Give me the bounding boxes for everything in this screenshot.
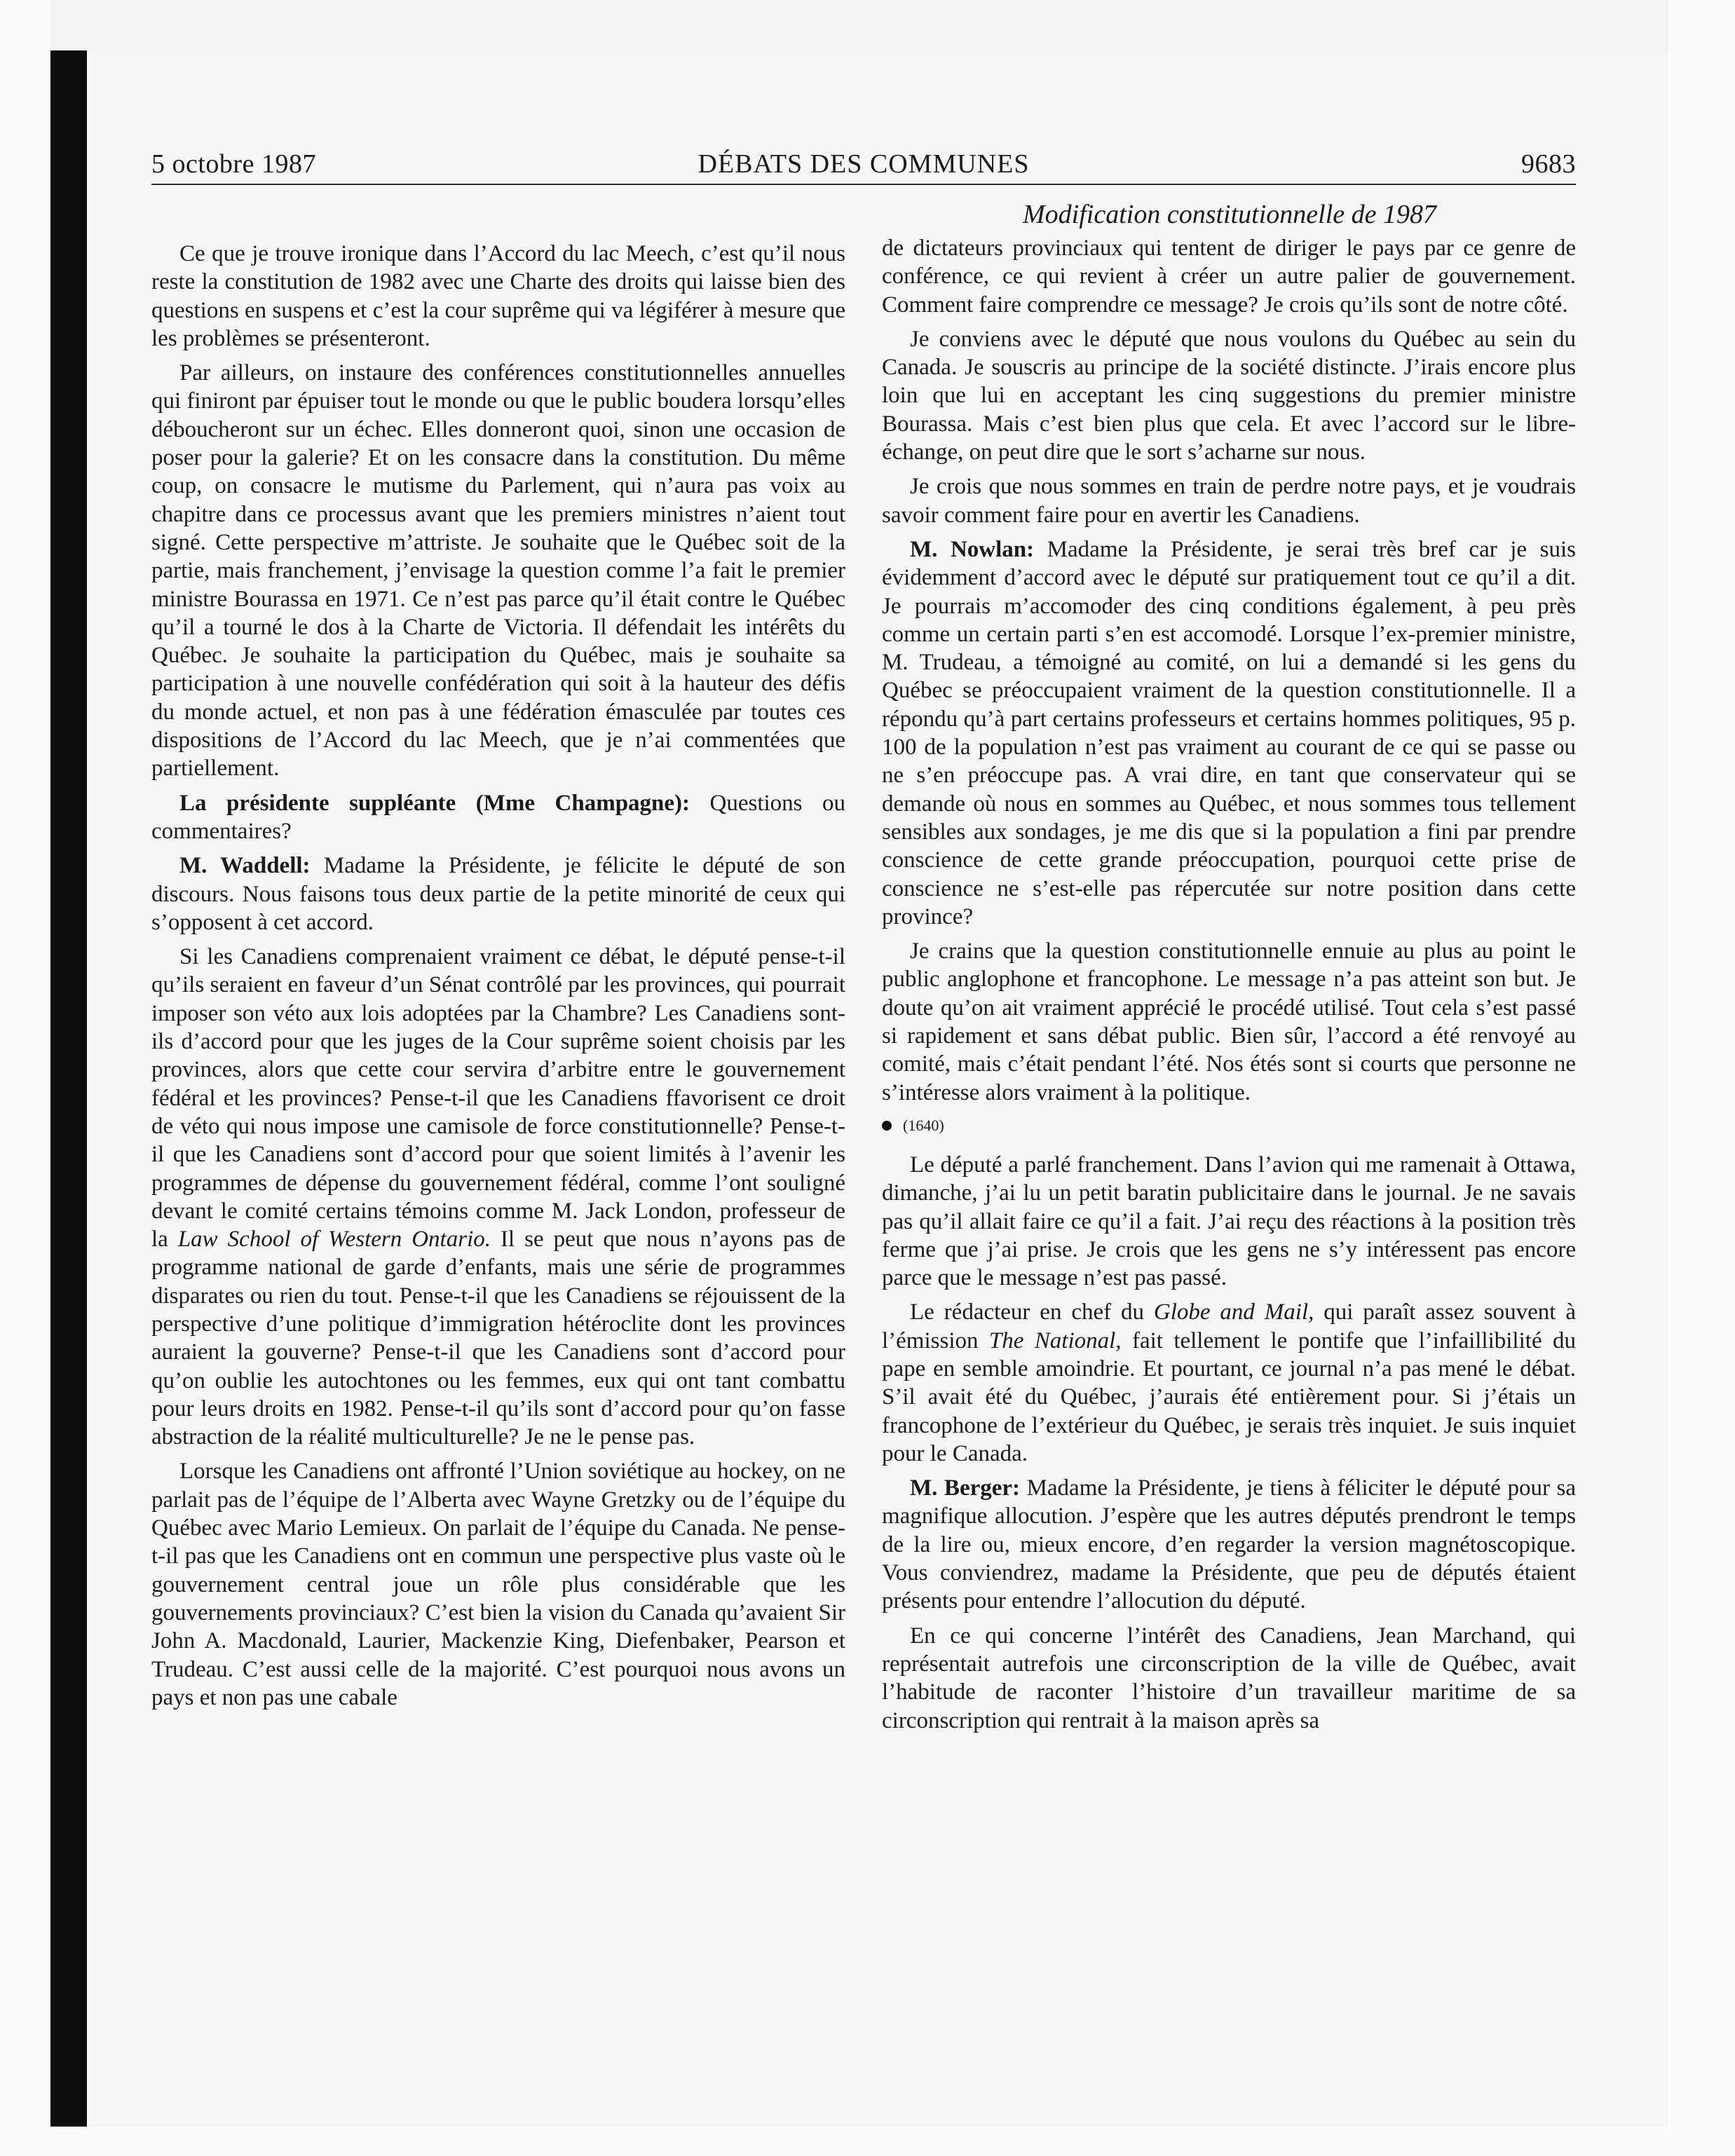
speech-text: Madame la Présidente, je serai très bref car je suis évidemment d’accord avec le député sur pratiquement tout ce qu’il a dit. Je pourrais m’accomoder des cinq conditions également, à peu près comme un certain parti s’en est accomodé. Lorsque l’ex-premier ministre, M. Trudeau, a témoigné au comité, on lui a demandé si les gens du Québec se préoccupaient vraiment de la question constitutionnelle. Il a répondu qu’à part certains professeurs et certains hommes politiques, 95 p. 100 de la population n’est pas vraiment au courant de ce qui se passe ou ne s’en préoccupe pas. A vrai dire, en tant que conservateur qui se demande où nous en sommes au Québec, et nous sommes tous tellement sensibles aux sondages, je me dis que si la population a fini par prendre conscience de cette grande préoccupation, pourquoi cette prise de conscience ne s’est-elle pas répercutée sur notre position dans cette province?	[882, 536, 1576, 929]
paragraph: Ce que je trouve ironique dans l’Accord du lac Meech, c’est qu’il nous reste la constitution de 1982 avec une Charte des droits qui laisse bien des questions en suspens et c’est la cour suprême qui va légiférer à mesure que les problèmes se présenteront.	[151, 241, 845, 351]
header-title: DÉBATS DES COMMUNES	[698, 149, 1030, 179]
paragraph: Je crains que la question constitutionnelle ennuie au plus au point le public anglophone et francophone. Le message n’a pas atteint son but. Je doute qu’on ait vraiment apprécié le procédé utilisé. Tout cela s’est passé si rapidement et sans débat public. Bien sûr, l’accord a été renvoyé au comité, mais c’était pendant l’été. Nos étés sont si courts que personne ne s’intéresse alors vraiment à la politique.	[882, 939, 1576, 1105]
speech-text: fait tellement le pontife que l’infaillibilité du pape en semble amoindrie. Et pourtant, ce journal n’a pas mené le débat. S’il avait été du Québec, j’aurais été entièrement pour. Si j’étais un francophone de l’extérieur du Québec, je serais très inquiet. Je suis inquiet pour le Canada.	[882, 1328, 1576, 1466]
paragraph: Lorsque les Canadiens ont affronté l’Union soviétique au hockey, on ne parlait pas de l’équipe de l’Alberta avec Wayne Gretzky ou de l’équipe du Québec avec Mario Lemieux. On parlait de l’équipe du Canada. Ne pense-t-il pas que les Canadiens ont en commun une perspective plus vaste où le gouvernement central joue un rôle plus considérable que les gouvernements provinciaux? C’est bien la vision du Canada qu’avaient Sir John A. Macdonald, Laurier, Mackenzie King, Diefenbaker, Pearson et Trudeau. C’est aussi celle de la majorité. C’est pourquoi nous avons un pays et non pas une cabale	[151, 1459, 845, 1710]
running-header	[151, 147, 1576, 185]
timestamp-marker	[882, 1113, 1576, 1138]
scan-margin-right	[1668, 0, 1735, 2156]
speaker-name: La présidente suppléante (Mme Champagne):	[179, 790, 690, 816]
paragraph: de dictateurs provinciaux qui tentent de diriger le pays par ce genre de conférence, ce qui revient à créer un autre palier de gouvernement. Comment faire comprendre ce message? Je crois qu’ils sont de notre côté.	[882, 236, 1576, 318]
paragraph: Par ailleurs, on instaure des conférences constitutionnelles annuelles qui finiront par épuiser tout le monde ou que le public boudera lorsqu’elles déboucheront sur un échec. Elles donneront quoi, sinon une occasion de poser pour la galerie? Et on les consacre dans la constitution. Du même coup, on consacre le mutisme du Parlement, qui n’aura pas voix au chapitre dans ce processus avant que les premiers ministres n’aient tout signé. Cette perspective m’attriste. Je souhaite que le Québec soit de la partie, mais franchement, j’envisage la question comme l’a fait le premier ministre Bourassa en 1971. Ce n’est pas parce qu’il était contre le Québec qu’il a tourné le dos à la Charte de Victoria. Il défendait les intérêts du Québec. Je souhaite la participation du Québec, mais je souhaite sa participation à une nouvelle confédération qui soit à la hauteur des défis du monde actuel, et non pas à une fédération émasculée par toutes ces dispositions de l’Accord du lac Meech, que je n’ai commentées que partiellement.	[151, 360, 845, 782]
italic-text: Law School of Western Ontario.	[177, 1227, 491, 1253]
right-column	[882, 234, 1576, 1741]
document-page	[87, 50, 1668, 2127]
speech-text: Questions ou commentaires?	[151, 790, 845, 844]
italic-text: The National,	[988, 1328, 1122, 1353]
paragraph: Je crois que nous sommes en train de perdre notre pays, et je voudrais savoir comment faire pour en avertir les Canadiens.	[882, 474, 1576, 528]
paragraph: Je conviens avec le député que nous voulons du Québec au sein du Canada. Je souscris au principe de la société distincte. J’irais encore plus loin que lui en acceptant les cinq suggestions du premier ministre Bourassa. Mais c’est bien plus que cela. Et avec l’accord sur le libre-échange, on peut dire que le sort s’acharne sur nous.	[882, 326, 1576, 465]
speech-text: Si les Canadiens comprenaient vraiment ce débat, le député pense-t-il qu’ils seraient en faveur d’un Sénat contrôlé par les provinces, qui pourrait imposer son véto aux lois adoptées par la Chambre? Les Canadiens sont-ils d’accord pour que les juges de la Cour suprême soient choisis par les provinces, alors que cette cour servira d’arbitre entre le gouvernement fédéral et les provinces? Pense-t-il que les Canadiens ffavorisent ce droit de véto qui nous impose une camisole de force constitutionnelle? Pense-t-il que les Canadiens sont d’accord pour que soient limités à l’avenir les programmes de dépense du gouvernement fédéral, comme l’ont souligné devant le comité certains témoins comme M. Jack London, professeur de la	[151, 944, 845, 1253]
speech-text: Le rédacteur en chef du	[910, 1299, 1154, 1325]
timestamp: (1640)	[903, 1116, 944, 1134]
scan-binding-shadow	[50, 50, 87, 2127]
speaker-name: M. Waddell:	[179, 853, 311, 879]
speaker-name: M. Nowlan:	[910, 536, 1035, 562]
paragraph	[882, 1298, 1576, 1468]
paragraph	[882, 535, 1576, 931]
speech-text: qui paraît assez souvent à l’émission	[882, 1299, 1576, 1353]
paragraph	[151, 852, 845, 936]
scan-margin-bottom	[0, 2127, 1735, 2156]
speech-text: Madame la Présidente, je félicite le député de son discours. Nous faisons tous deux partie de la petite minorité de ceux qui s’opposent à cet accord.	[151, 853, 845, 935]
scan-margin-left	[0, 0, 50, 2156]
page-number: 9683	[1521, 149, 1576, 179]
paragraph	[151, 789, 845, 846]
speech-text: Il se peut que nous n’ayons pas de programme national de garde d’enfants, mais une série de programmes disparates ou rien du tout. Pense-t-il que les Canadiens se réjouissent de la perspective d’une politique d’immigration hétéroclite dont les provinces auraient la gouverne? Pense-t-il que les Canadiens sont d’accord pour qu’on oublie les autochtones ou les femmes, eux qui ont tant combattu pour leurs droits en 1982. Pense-t-il qu’ils sont d’accord pour qu’on fasse abstraction de la réalité multiculturelle? Je ne le pense pas.	[151, 1227, 845, 1450]
paragraph: Le député a parlé franchement. Dans l’avion qui me ramenait à Ottawa, dimanche, j’ai lu un petit baratin publicitaire dans le journal. Je ne savais pas qu’il allait faire ce qu’il a fait. J’ai reçu des réactions à la position très ferme que j’ai prise. Je crois que les gens ne s’y intéressent pas encore parce que le message n’est pas passé.	[882, 1152, 1576, 1291]
italic-text: Globe and Mail,	[1153, 1299, 1314, 1325]
left-column	[151, 240, 845, 1718]
paragraph: En ce qui concerne l’intérêt des Canadiens, Jean Marchand, qui représentait autrefois une circonscription de la ville de Québec, avait l’habitude de raconter l’histoire d’un travailleur maritime de sa circonscription qui rentrait à la maison après sa	[882, 1623, 1576, 1733]
paragraph	[151, 943, 845, 1451]
paragraph	[882, 1474, 1576, 1615]
bullet-icon	[882, 1121, 892, 1131]
section-title: Modification constitutionnelle de 1987	[1023, 200, 1436, 229]
speaker-name: M. Berger:	[910, 1475, 1021, 1501]
speech-text: Madame la Présidente, je tiens à féliciter le député pour sa magnifique allocution. J’espère que les autres députés prendront le temps de la lire ou, mieux encore, d’en regarder la version magnétoscopique. Vous conviendrez, madame la Présidente, que peu de députés étaient présents pour entendre l’allocution du député.	[882, 1475, 1576, 1614]
header-date: 5 octobre 1987	[151, 149, 316, 179]
